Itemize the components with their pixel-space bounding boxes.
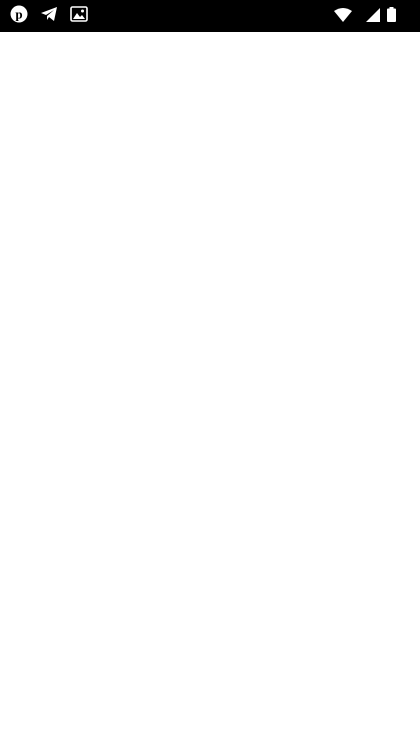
svg-text:p: p	[15, 6, 23, 21]
